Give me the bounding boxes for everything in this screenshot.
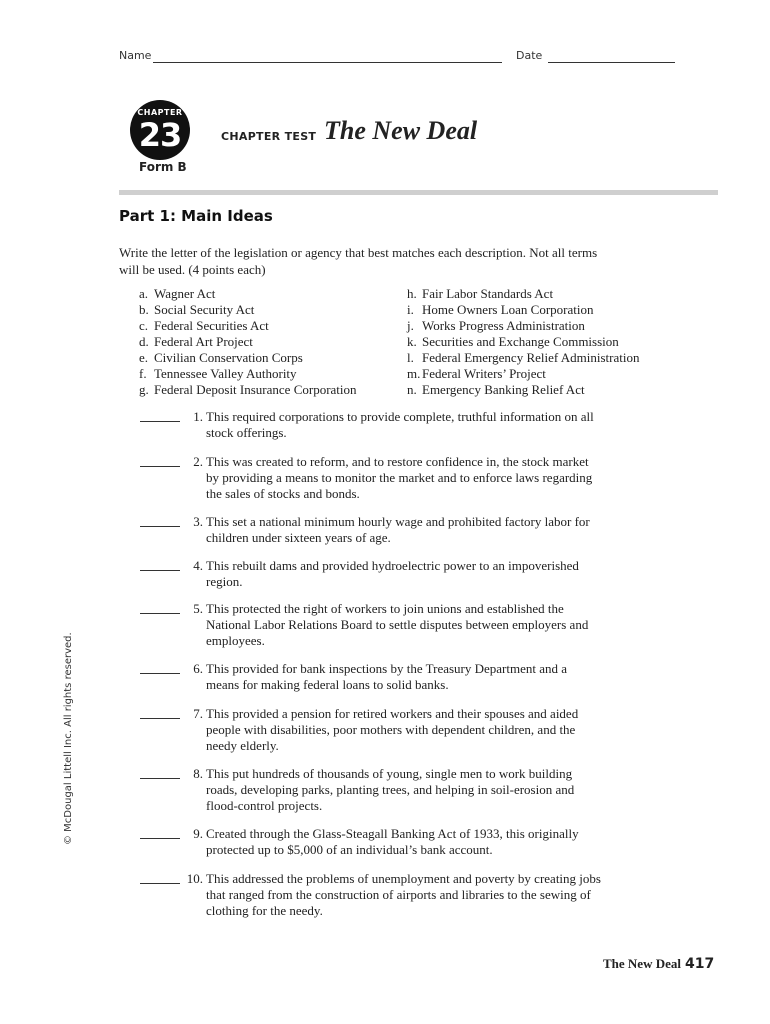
option-item: [139, 366, 357, 382]
option-item: [407, 350, 639, 366]
question-number: 9.: [193, 826, 203, 841]
option-text: Federal Securities Act: [154, 318, 269, 333]
chapter-test-label: CHAPTER TEST: [221, 130, 317, 143]
option-item: [139, 382, 357, 398]
instructions: Write the letter of the legislation or agency that best matches each description. Not all terms will be used. (4 points each): [119, 245, 598, 277]
question-text: This rebuilt dams and provided hydroelectric power to an impoverished region.: [206, 558, 579, 589]
question-text: This put hundreds of thousands of young, single men to work building roads, developing parks, planting trees, and helping in soil-erosion and flood-control projects.: [206, 766, 575, 813]
page-number: 417: [685, 956, 715, 972]
question-text: This addressed the problems of unemployment and poverty by creating jobs that ranged from the construction of airports and libraries to the sewing of clothing for the needy.: [206, 871, 601, 918]
page-title: The New Deal: [324, 116, 478, 145]
question-text: This required corporations to provide complete, truthful information on all stock offerings.: [206, 409, 594, 440]
option-item: [407, 382, 639, 398]
option-letter: g.: [139, 382, 149, 397]
date-label: Date: [516, 49, 543, 62]
answer-blank[interactable]: [140, 718, 180, 719]
question-number: 8.: [193, 766, 203, 781]
option-text: Social Security Act: [154, 302, 255, 317]
answer-blank[interactable]: [140, 613, 180, 614]
question-number: 1.: [193, 409, 203, 424]
options-right-column: [407, 286, 639, 398]
question-text: This was created to reform, and to restore confidence in, the stock market by providing a means to monitor the market and to enforce laws regarding the sales of stocks and bonds.: [206, 454, 593, 501]
option-letter: i.: [407, 302, 414, 317]
option-item: [407, 318, 639, 334]
option-text: Home Owners Loan Corporation: [422, 302, 594, 317]
question-number: 10.: [186, 871, 203, 886]
form-label: Form B: [139, 160, 187, 174]
option-text: Federal Deposit Insurance Corporation: [154, 382, 357, 397]
question-text: Created through the Glass-Steagall Banking Act of 1933, this originally protected up to $5,000 of an individual’s bank account.: [206, 826, 579, 857]
option-letter: e.: [139, 350, 149, 365]
question-text: This provided a pension for retired workers and their spouses and aided people with disabilities, poor mothers with dependent children, and the needy elderly.: [206, 706, 579, 753]
answer-blank[interactable]: [140, 526, 180, 527]
option-letter: n.: [407, 382, 417, 397]
question-number: 4.: [193, 558, 203, 573]
option-letter: h.: [407, 286, 417, 301]
name-field[interactable]: [153, 62, 502, 63]
option-letter: l.: [407, 350, 414, 365]
question-number: 3.: [193, 514, 203, 529]
option-text: Federal Art Project: [154, 334, 253, 349]
option-letter: m.: [407, 366, 421, 381]
option-text: Fair Labor Standards Act: [422, 286, 554, 301]
answer-blank[interactable]: [140, 466, 180, 467]
option-item: [139, 302, 357, 318]
name-label: Name: [119, 49, 152, 62]
answer-blank[interactable]: [140, 673, 180, 674]
option-text: Wagner Act: [154, 286, 216, 301]
option-item: [407, 334, 639, 350]
question-text: This set a national minimum hourly wage and prohibited factory labor for children under sixteen years of age.: [206, 514, 590, 545]
chapter-badge: [130, 100, 190, 160]
option-item: [407, 302, 639, 318]
option-letter: k.: [407, 334, 417, 349]
chapter-number: 23: [138, 116, 182, 154]
question-text: This protected the right of workers to join unions and established the National Labor Relations Board to settle disputes between employers and employees.: [206, 601, 589, 648]
answer-blank[interactable]: [140, 838, 180, 839]
header-divider: [119, 190, 718, 195]
footer-title: The New Deal: [603, 956, 681, 971]
option-item: [139, 334, 357, 350]
option-text: Federal Writers’ Project: [422, 366, 546, 381]
page-footer: [603, 955, 714, 973]
answer-blank[interactable]: [140, 421, 180, 422]
answer-blank[interactable]: [140, 778, 180, 779]
option-text: Tennessee Valley Authority: [154, 366, 297, 381]
option-letter: f.: [139, 366, 147, 381]
option-text: Emergency Banking Relief Act: [422, 382, 585, 397]
option-text: Federal Emergency Relief Administration: [422, 350, 640, 365]
option-letter: c.: [139, 318, 149, 333]
question-number: 2.: [193, 454, 203, 469]
option-item: [139, 318, 357, 334]
option-item: [407, 286, 639, 302]
answer-blank[interactable]: [140, 883, 180, 884]
date-field[interactable]: [548, 62, 675, 63]
question-text: This provided for bank inspections by the Treasury Department and a means for making federal loans to solid banks.: [206, 661, 568, 692]
option-text: Securities and Exchange Commission: [422, 334, 619, 349]
option-letter: d.: [139, 334, 149, 349]
option-text: Works Progress Administration: [422, 318, 585, 333]
option-item: [407, 366, 639, 382]
chapter-word: CHAPTER: [137, 108, 183, 117]
option-text: Civilian Conservation Corps: [154, 350, 303, 365]
answer-blank[interactable]: [140, 570, 180, 571]
option-item: [139, 350, 357, 366]
copyright-notice: © McDougal Littell Inc. All rights reserved.: [63, 632, 74, 845]
option-letter: j.: [407, 318, 414, 333]
option-letter: b.: [139, 302, 149, 317]
option-item: [139, 286, 357, 302]
option-letter: a.: [139, 286, 149, 301]
options-left-column: [139, 286, 357, 398]
part-title: Part 1: Main Ideas: [119, 207, 273, 225]
question-number: 7.: [193, 706, 203, 721]
question-number: 6.: [193, 661, 203, 676]
question-number: 5.: [193, 601, 203, 616]
